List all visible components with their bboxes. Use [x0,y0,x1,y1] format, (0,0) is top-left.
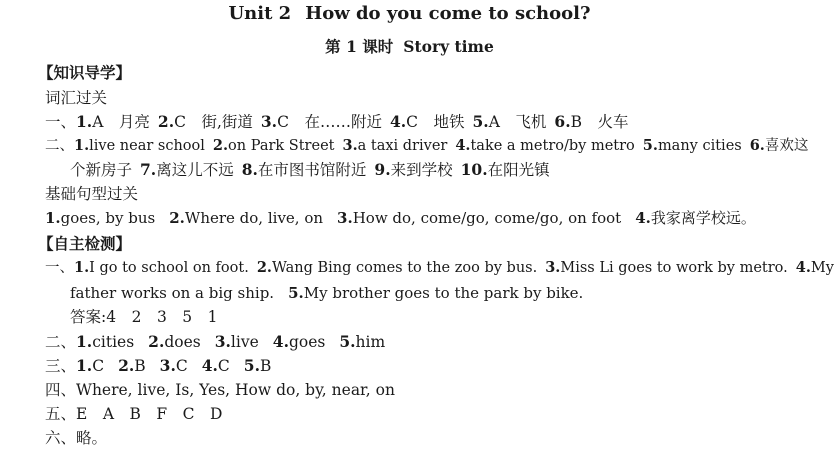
sentence-answers: 1.goes, by bus 2.Where do, live, on 3.How do, come/go, come/go, on foot 4.我家离学校远。 [45,209,756,227]
question-number: 六、 [45,429,77,447]
lesson-name: Story time [403,37,494,56]
sentence-heading: 基础句型过关 [45,185,139,203]
question-number: 二、 [45,138,74,154]
vocab-row-2-continued: 个新房子 7.离这儿不远 8.在市图书馆附近 9.来到学校 10.在阳光镇 [70,160,550,179]
question-number: 五、 [45,405,77,423]
question-number: 一、 [45,113,77,131]
vocab-row-1: 一、1.A 月亮 2.C 街,街道 3.C 在……附近 4.C 地铁 5.A 飞机 6.B 火车 [45,112,629,131]
unit-title: How do you come to school? [305,3,591,24]
question-number: 二、 [45,333,77,351]
check-question-5: 五、E A B F C D [45,405,223,423]
check-question-1-answer: 答案:4 2 3 5 1 [70,308,218,326]
question-number: 三、 [45,357,77,375]
check-question-6: 六、略。 [45,429,108,447]
lesson-subtitle [0,35,819,57]
check-question-4: 四、Where, live, Is, Yes, How do, by, near, on [45,381,395,399]
check-question-3: 三、1.C 2.B 3.C 4.C 5.B [45,356,272,375]
vocab-row-2: 二、1.live near school 2.on Park Street 3.a taxi driver 4.take a metro/by metro 5.many cities 6.喜欢这 [45,137,809,154]
unit-label: Unit 2 [228,3,292,24]
vocab-heading: 词汇过关 [45,89,108,107]
check-question-1-continued: father works on a big ship. 5.My brother goes to the park by bike. [70,284,584,302]
lesson-number: 第 1 课时 [325,37,394,56]
page-title [0,3,819,24]
section-self-check: 【自主检测】 [38,234,132,253]
check-question-2: 二、1.cities 2.does 3.live 4.goes 5.him [45,332,386,351]
question-number: 四、 [45,381,77,399]
section-knowledge-guide: 【知识导学】 [38,63,132,82]
check-question-1: 一、1.I go to school on foot. 2.Wang Bing comes to the zoo by bus. 3.Miss Li goes to work by metro. 4.My [45,259,834,276]
question-number: 一、 [45,260,74,276]
